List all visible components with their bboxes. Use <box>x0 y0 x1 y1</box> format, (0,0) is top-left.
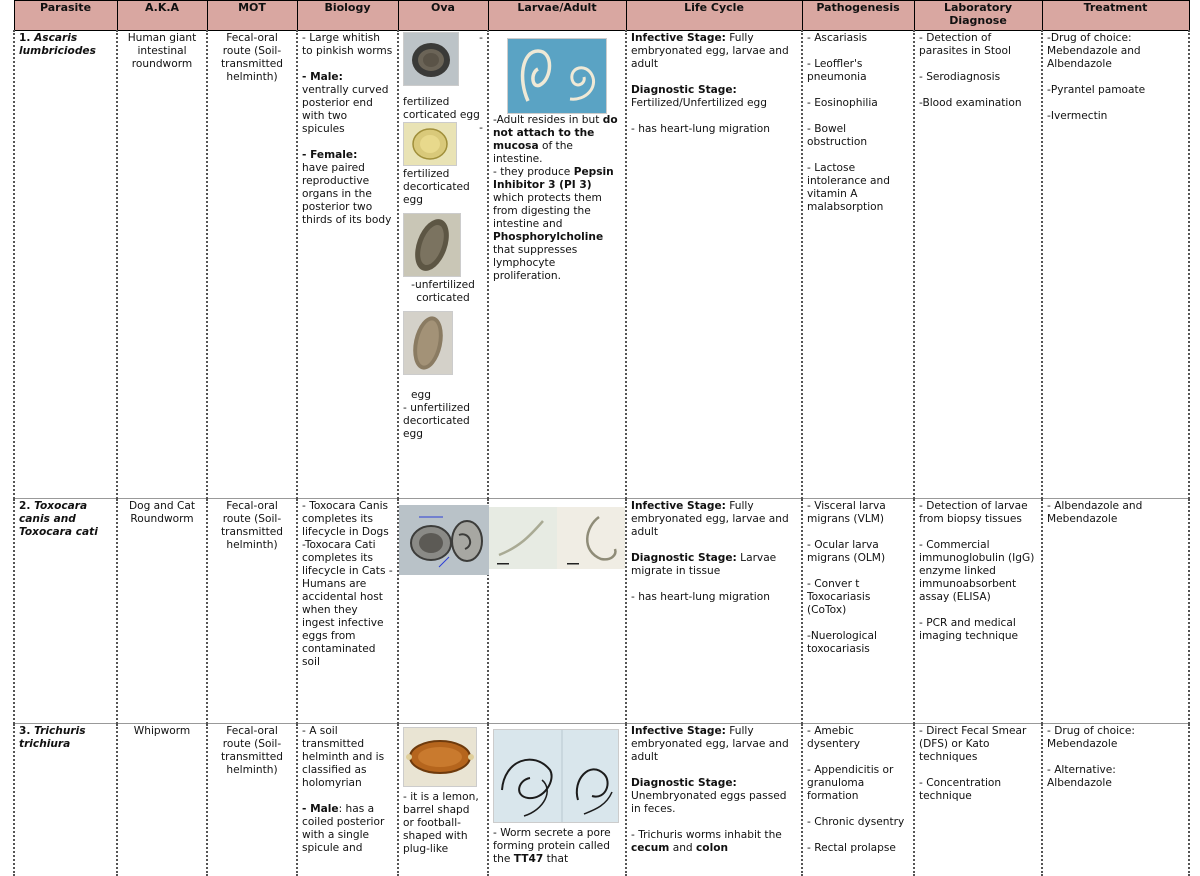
toxocara-ova-image <box>399 505 489 575</box>
life-cycle-cell <box>626 31 802 499</box>
ova-cell <box>398 724 488 876</box>
parasite-name: Ascaris lumbriciodes <box>19 32 96 57</box>
life-cycle-cell <box>626 724 802 876</box>
biology-male-label: - Male: <box>302 71 343 83</box>
treatment-item: - Drug of choice: Mebendazole <box>1047 725 1184 751</box>
pathogenesis-item: - Ocular larva migrans (OLM) <box>807 539 909 565</box>
parasite-number: 1. <box>19 32 30 44</box>
header-treatment: Treatment <box>1042 1 1189 31</box>
mot-cell: Fecal-oral route (Soil-transmitted helminth) <box>207 724 297 876</box>
larvae-adult-cell <box>488 499 626 724</box>
parasite-cell <box>14 31 117 499</box>
header-life-cycle: Life Cycle <box>626 1 802 31</box>
table-row <box>14 499 1189 724</box>
parasite-number: 3. <box>19 725 30 737</box>
larvae-p1: -Adult resides in but <box>493 114 599 126</box>
biology-male-text: : has a coiled posterior with a single spicule and <box>302 803 384 854</box>
life-cycle-cell <box>626 499 802 724</box>
larvae-p1-bold: do not attach to the mucosa <box>493 114 618 152</box>
infective-stage-text: Fully embryonated egg, larvae and adult <box>631 500 789 538</box>
aka-cell: Whipworm <box>117 724 207 876</box>
pathogenesis-item: - Lactose intolerance and vitamin A malabsorption <box>807 162 909 214</box>
pathogenesis-cell <box>802 499 914 724</box>
larvae-p1-bold: TT47 <box>514 853 543 865</box>
ova-cell <box>398 499 488 724</box>
lab-item: - Concentration technique <box>919 777 1037 803</box>
diagnostic-stage-text: Unembryonated eggs passed in feces. <box>631 790 786 815</box>
ova-unfertilized-decorticated-image <box>403 311 453 375</box>
pathogenesis-item: - Rectal prolapse <box>807 842 909 855</box>
biology-male-text: ventrally curved posterior end with two spicules <box>302 84 388 135</box>
pathogenesis-item: - Leoffler's pneumonia <box>807 58 909 84</box>
parasite-name: Trichuris trichiura <box>19 725 86 750</box>
ova-cell <box>398 31 488 499</box>
header-mot: MOT <box>207 1 297 31</box>
biology-cell <box>297 724 398 876</box>
header-larvae-adult: Larvae/Adult <box>488 1 626 31</box>
biology-cell <box>297 31 398 499</box>
parasite-cell <box>14 499 117 724</box>
biology-intro: - Large whitish to pinkish worms <box>302 32 393 58</box>
larvae-p2-end: that suppresses lymphocyte proliferation. <box>493 244 577 282</box>
parasite-cell <box>14 724 117 876</box>
lab-item: - Serodiagnosis <box>919 71 1037 84</box>
table-row <box>14 724 1189 876</box>
treatment-cell <box>1042 499 1189 724</box>
lab-item: - Direct Fecal Smear (DFS) or Kato techniques <box>919 725 1037 764</box>
parasite-table <box>13 0 1190 876</box>
lab-item: - PCR and medical imaging technique <box>919 617 1037 643</box>
mot-cell: Fecal-oral route (Soil-transmitted helminth) <box>207 31 297 499</box>
pathogenesis-item: - Eosinophilia <box>807 97 909 110</box>
life-cycle-note-and: and <box>673 842 693 854</box>
larvae-adult-cell <box>488 724 626 876</box>
treatment-item: -Pyrantel pamoate <box>1047 84 1184 97</box>
infective-stage-label: Infective Stage: <box>631 725 726 737</box>
ova-unfertilized-corticated-label: -unfertilized corticated <box>403 279 483 305</box>
header-ova: Ova <box>398 1 488 31</box>
adult-worm-image <box>507 38 607 114</box>
ova-egg-label: egg <box>403 389 483 402</box>
treatment-item: - Alternative: Albendazole <box>1047 764 1184 790</box>
treatment-item: -Ivermectin <box>1047 110 1184 123</box>
mot-cell: Fecal-oral route (Soil-transmitted helminth) <box>207 499 297 724</box>
header-row <box>14 1 1189 31</box>
diagnostic-stage-text: Fertilized/Unfertilized egg <box>631 97 767 109</box>
biology-cell: - Toxocara Canis completes its lifecycle in Dogs -Toxocara Cati completes its lifecycle in Cats -Humans are accidental host when they ingest infective eggs from contaminated soil <box>297 499 398 724</box>
ova-fertilized-corticated-image <box>403 32 459 86</box>
pathogenesis-item: - Bowel obstruction <box>807 123 909 149</box>
lab-item: -Blood examination <box>919 97 1037 110</box>
infective-stage-label: Infective Stage: <box>631 32 726 44</box>
parasite-name: Toxocara canis and Toxocara cati <box>19 500 98 538</box>
pathogenesis-item: - Appendicitis or granuloma formation <box>807 764 909 803</box>
header-biology: Biology <box>297 1 398 31</box>
larvae-p1: - Worm secrete a pore forming protein called the <box>493 827 611 865</box>
lab-item: - Detection of parasites in Stool <box>919 32 1037 58</box>
infective-stage-label: Infective Stage: <box>631 500 726 512</box>
life-cycle-note: - has heart-lung migration <box>631 123 797 136</box>
diagnostic-stage-label: Diagnostic Stage: <box>631 84 737 96</box>
life-cycle-note-colon: colon <box>696 842 728 854</box>
diagnostic-stage-text: Larvae migrate in tissue <box>631 552 776 577</box>
pathogenesis-item: - Amebic dysentery <box>807 725 909 751</box>
ova-fertilized-decorticated-image <box>403 122 457 166</box>
aka-cell: Dog and Cat Roundworm <box>117 499 207 724</box>
life-cycle-note: - Trichuris worms inhabit the <box>631 829 782 841</box>
pathogenesis-item: -Nuerological toxocariasis <box>807 630 909 656</box>
biology-intro: - A soil transmitted helminth and is classified as holomyrian <box>302 725 393 790</box>
pathogenesis-item: - Conver t Toxocariasis (CoTox) <box>807 578 909 617</box>
pathogenesis-item: - Chronic dysentry <box>807 816 909 829</box>
larvae-p2-mid: which protects them from digesting the intestine and <box>493 192 602 230</box>
header-parasite: Parasite <box>14 1 117 31</box>
larvae-p2: - they produce <box>493 166 570 178</box>
treatment-item: -Drug of choice: Mebendazole and Albendazole <box>1047 32 1184 71</box>
life-cycle-note-cecum: cecum <box>631 842 669 854</box>
pathogenesis-item: - Visceral larva migrans (VLM) <box>807 500 909 526</box>
larvae-p1-end: that <box>547 853 569 865</box>
lab-item: - Commercial immunoglobulin (IgG) enzyme linked immunoabsorbent assay (ELISA) <box>919 539 1037 604</box>
header-aka: A.K.A <box>117 1 207 31</box>
pathogenesis-cell <box>802 31 914 499</box>
ova-fertilized-decorticated-label: fertilized decorticated egg <box>403 168 483 207</box>
larvae-adult-cell <box>488 31 626 499</box>
ova-dash: - <box>479 32 483 45</box>
biology-female-label: - Female: <box>302 149 357 161</box>
ova-unfertilized-corticated-image <box>403 213 461 277</box>
aka-cell: Human giant intestinal roundworm <box>117 31 207 499</box>
larvae-p2-bold: Pepsin Inhibitor 3 (PI 3) <box>493 166 614 191</box>
parasite-number: 2. <box>19 500 30 512</box>
pathogenesis-item: - Ascariasis <box>807 32 909 45</box>
header-pathogenesis: Pathogenesis <box>802 1 914 31</box>
ova-unfertilized-decorticated-label: - unfertilized decorticated egg <box>403 402 483 441</box>
infective-stage-text: Fully embryonated egg, larvae and adult <box>631 725 789 763</box>
diagnostic-stage-label: Diagnostic Stage: <box>631 552 737 564</box>
biology-female-text: have paired reproductive organs in the posterior two thirds of its body <box>302 162 391 226</box>
larvae-p1-end: of the intestine. <box>493 140 573 165</box>
lab-diagnose-cell <box>914 499 1042 724</box>
treatment-cell <box>1042 724 1189 876</box>
trichuris-ova-image <box>403 727 477 787</box>
toxocara-larvae-image <box>489 507 625 569</box>
lab-item: - Detection of larvae from biopsy tissues <box>919 500 1037 526</box>
ova-dash-2: - <box>479 122 483 135</box>
trichuris-ova-text: - it is a lemon, barrel shapd or football-shaped with plug-like <box>403 791 483 856</box>
header-lab-diagnose: Laboratory Diagnose <box>914 1 1042 31</box>
larvae-p2-bold-2: Phosphorylcholine <box>493 231 603 243</box>
diagnostic-stage-label: Diagnostic Stage: <box>631 777 737 789</box>
treatment-item: - Albendazole and Mebendazole <box>1047 500 1184 526</box>
treatment-cell <box>1042 31 1189 499</box>
ova-fertilized-corticated-label: fertilized corticated egg <box>403 96 483 122</box>
table-row <box>14 31 1189 499</box>
infective-stage-text: Fully embryonated egg, larvae and adult <box>631 32 789 70</box>
biology-male-label: - Male <box>302 803 339 815</box>
lab-diagnose-cell <box>914 724 1042 876</box>
whipworm-adult-image <box>493 729 619 823</box>
lab-diagnose-cell <box>914 31 1042 499</box>
pathogenesis-cell <box>802 724 914 876</box>
life-cycle-note: - has heart-lung migration <box>631 591 797 604</box>
